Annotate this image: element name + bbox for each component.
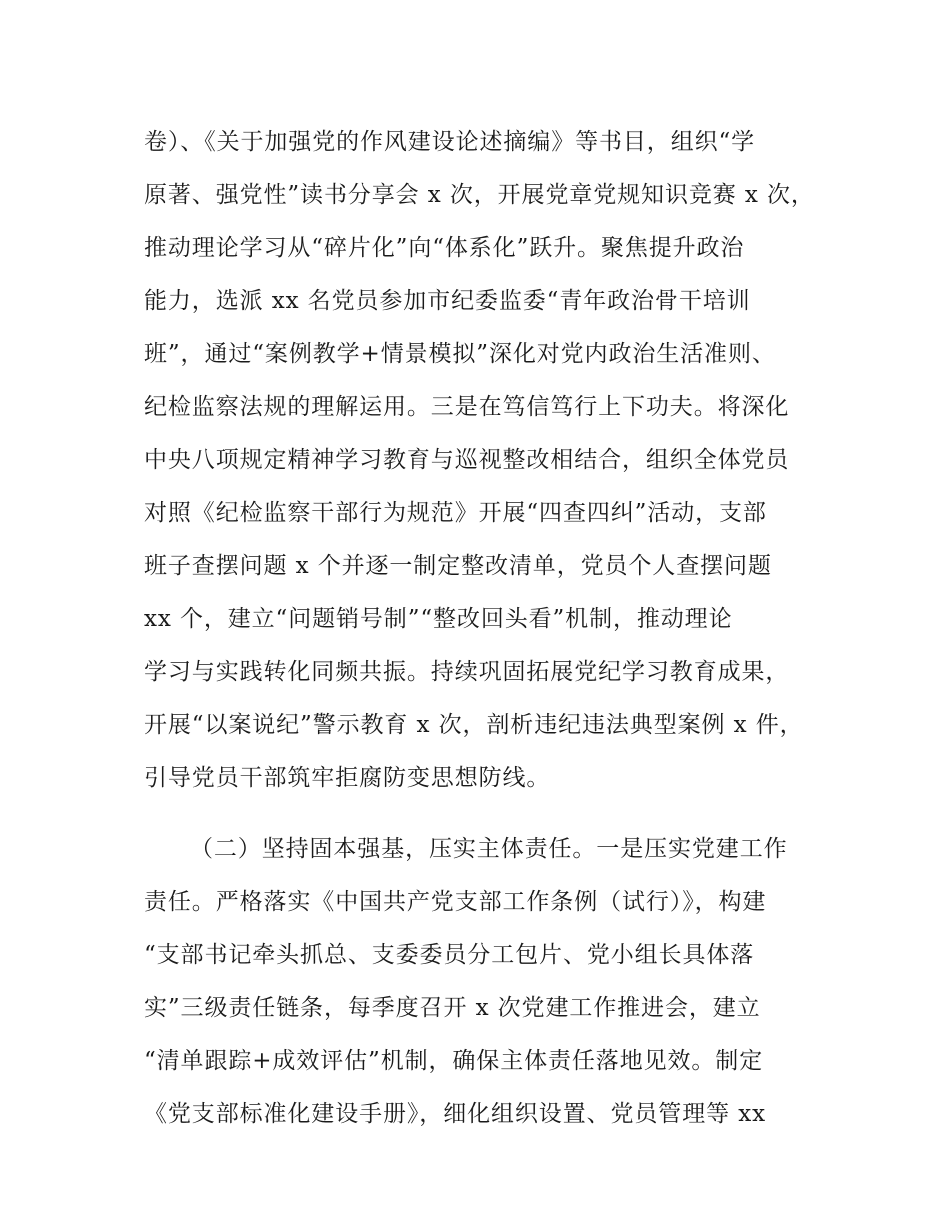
text-line: 原著、强党性”读书分享会 x 次，开展党章党规知识竞赛 x 次， <box>144 182 815 208</box>
text-line: 学习与实践转化同频共振。持续巩固拓展党纪学习教育成果， <box>144 659 790 685</box>
text-line: xx 个，建立“问题销号制”“整改回头看”机制，推动理论 <box>144 606 733 632</box>
text-line: 中央八项规定精神学习教育与巡视整改相结合，组织全体党员 <box>144 447 790 473</box>
text-line: 卷）、《关于加强党的作风建设论述摘编》等书目，组织“学 <box>144 129 756 155</box>
text-line: 实”三级责任链条，每季度召开 x 次党建工作推进会，建立 <box>144 995 761 1021</box>
text-line: “支部书记牵头抓总、支委委员分工包片、党小组长具体落 <box>144 942 755 968</box>
text-line: 推动理论学习从“碎片化”向“体系化”跃升。聚焦提升政治 <box>144 235 745 261</box>
text-line: 开展“以案说纪”警示教育 x 次，剖析违纪违法典型案例 x 件， <box>144 712 804 738</box>
text-line: 班子查摆问题 x 个并逐一制定整改清单，党员个人查摆问题 <box>144 553 772 579</box>
text-line: 引导党员干部筑牢拒腐防变思想防线。 <box>144 765 551 791</box>
text-line: 能力，选派 xx 名党员参加市纪委监委“青年政治骨干培训 <box>144 288 751 314</box>
text-line: 对照《纪检监察干部行为规范》开展“四查四纠”活动，支部 <box>144 500 767 526</box>
section-heading-line: （二）坚持固本强基，压实主体责任。一是压实党建工作 <box>190 836 788 862</box>
text-line: 纪检监察法规的理解运用。三是在笃信笃行上下功夫。将深化 <box>144 394 790 420</box>
text-line: 《党支部标准化建设手册》，细化组织设置、党员管理等 xx <box>144 1101 766 1127</box>
text-line: 班”，通过“案例教学+情景模拟”深化对党内政治生活准则、 <box>144 341 776 367</box>
text-line: “清单跟踪+成效评估”机制，确保主体责任落地见效。制定 <box>144 1048 764 1074</box>
text-line: 责任。严格落实《中国共产党支部工作条例（试行）》，构建 <box>144 889 767 915</box>
